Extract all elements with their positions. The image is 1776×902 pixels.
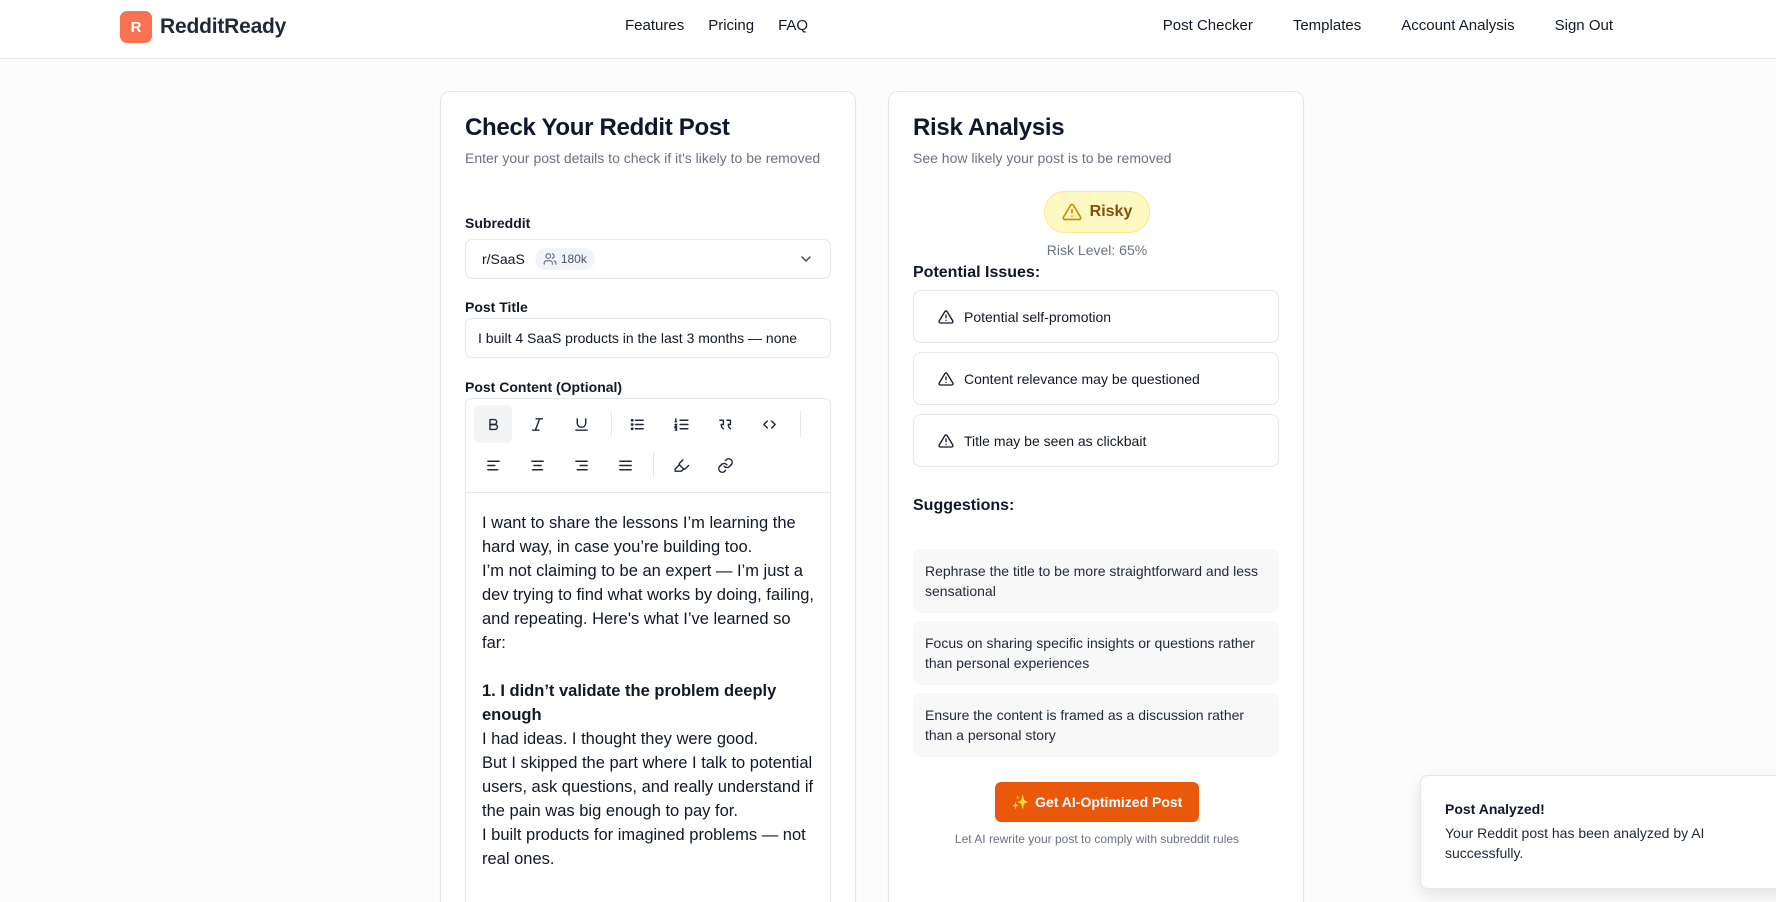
risk-level: Risk Level: 65%	[1046, 242, 1148, 258]
align-justify-icon[interactable]	[606, 446, 644, 484]
code-icon[interactable]	[750, 405, 788, 443]
nav-post-checker[interactable]: Post Checker	[1162, 17, 1253, 34]
get-ai-optimized-post-button[interactable]	[995, 782, 1199, 822]
nav-templates[interactable]: Templates	[1292, 17, 1362, 34]
main-nav	[625, 17, 808, 34]
nav-features[interactable]: Features	[625, 17, 685, 34]
sign-out-link[interactable]: Sign Out	[1554, 17, 1613, 34]
content-paragraph: I want to share the lessons I’m learning the hard way, in case you’re building too.	[482, 514, 796, 556]
bullet-list-icon[interactable]	[618, 405, 656, 443]
align-right-icon[interactable]	[562, 446, 600, 484]
subreddit-label: Subreddit	[465, 215, 531, 231]
issue-item	[913, 290, 1279, 343]
bold-icon[interactable]	[474, 405, 512, 443]
warning-icon	[938, 309, 954, 325]
warning-icon	[1062, 202, 1082, 222]
align-center-icon[interactable]	[518, 446, 556, 484]
nav-faq[interactable]: FAQ	[778, 17, 809, 34]
content-heading-text: 1. I didn’t validate the problem deeply enough	[482, 682, 777, 724]
post-title-input[interactable]: I built 4 SaaS products in the last 3 months — none	[465, 318, 831, 358]
italic-icon[interactable]	[518, 405, 556, 443]
users-icon	[543, 252, 557, 266]
suggestion-item: Rephrase the title to be more straightforward and less sensational	[913, 549, 1279, 613]
logo[interactable]	[120, 11, 286, 43]
sparkle-icon: ✨	[1011, 793, 1030, 810]
suggestion-item: Focus on sharing specific insights or questions rather than personal experiences	[913, 621, 1279, 685]
toast-title: Post Analyzed!	[1445, 801, 1545, 817]
top-navbar	[0, 0, 1776, 59]
suggestions-heading: Suggestions:	[913, 497, 1015, 514]
member-count: 180k	[560, 252, 587, 266]
member-count-badge	[535, 248, 595, 270]
suggestion-item: Ensure the content is framed as a discussion rather than a personal story	[913, 693, 1279, 757]
checker-subtitle: Enter your post details to check if it's likely to be removed	[465, 150, 821, 166]
link-icon[interactable]	[706, 446, 744, 484]
editor-toolbar	[466, 399, 830, 493]
issue-item	[913, 352, 1279, 405]
app-name: RedditReady	[160, 15, 287, 38]
logo-mark: R	[120, 11, 152, 43]
content-heading	[482, 679, 814, 727]
checker-title: Check Your Reddit Post	[465, 114, 730, 141]
post-content-label: Post Content (Optional)	[465, 379, 623, 395]
risk-status-badge	[1044, 191, 1150, 233]
chevron-down-icon	[798, 251, 814, 267]
toast-message: Your Reddit post has been analyzed by AI successfully.	[1445, 825, 1705, 861]
issue-text: Content relevance may be questioned	[964, 370, 1200, 387]
risk-analysis-card	[888, 91, 1304, 902]
nav-account-analysis[interactable]: Account Analysis	[1401, 17, 1515, 34]
quote-icon[interactable]	[706, 405, 744, 443]
align-left-icon[interactable]	[474, 446, 512, 484]
issue-item	[913, 414, 1279, 467]
content-paragraph: But I skipped the part where I talk to potential users, ask questions, and really understand if the pain was big enough to pay for.	[482, 754, 814, 820]
risk-status: Risky	[1089, 203, 1133, 220]
ai-button-note: Let AI rewrite your post to comply with subreddit rules	[954, 832, 1240, 846]
toolbar-divider	[611, 411, 612, 437]
underline-icon[interactable]	[562, 405, 600, 443]
warning-icon	[938, 433, 954, 449]
ai-button-label: Get AI-Optimized Post	[1035, 794, 1183, 810]
subreddit-value: r/SaaS	[482, 251, 525, 267]
editor-content[interactable]	[466, 493, 830, 889]
analysis-title: Risk Analysis	[913, 114, 1065, 141]
post-title-label: Post Title	[465, 299, 528, 315]
nav-pricing[interactable]: Pricing	[708, 17, 755, 34]
content-paragraph: I had ideas. I thought they were good.	[482, 730, 759, 748]
content-paragraph: I built products for imagined problems — not real ones.	[482, 826, 806, 868]
post-checker-card	[440, 91, 856, 902]
rich-text-editor[interactable]	[465, 398, 831, 902]
warning-icon	[938, 371, 954, 387]
subreddit-select[interactable]	[465, 239, 831, 279]
analysis-subtitle: See how likely your post is to be removed	[913, 150, 1172, 166]
issues-heading: Potential Issues:	[913, 264, 1041, 281]
issue-text: Title may be seen as clickbait	[964, 432, 1147, 449]
toast-notification[interactable]	[1420, 775, 1776, 889]
user-nav	[1163, 17, 1613, 34]
issue-text: Potential self-promotion	[964, 308, 1112, 325]
highlight-icon[interactable]	[662, 446, 700, 484]
content-paragraph: I’m not claiming to be an expert — I’m just a dev trying to find what works by doing, failing, and repeating. Here's what I’ve learned so far:	[482, 562, 815, 652]
toolbar-divider	[800, 411, 801, 437]
ordered-list-icon[interactable]	[662, 405, 700, 443]
toolbar-divider	[653, 452, 654, 478]
